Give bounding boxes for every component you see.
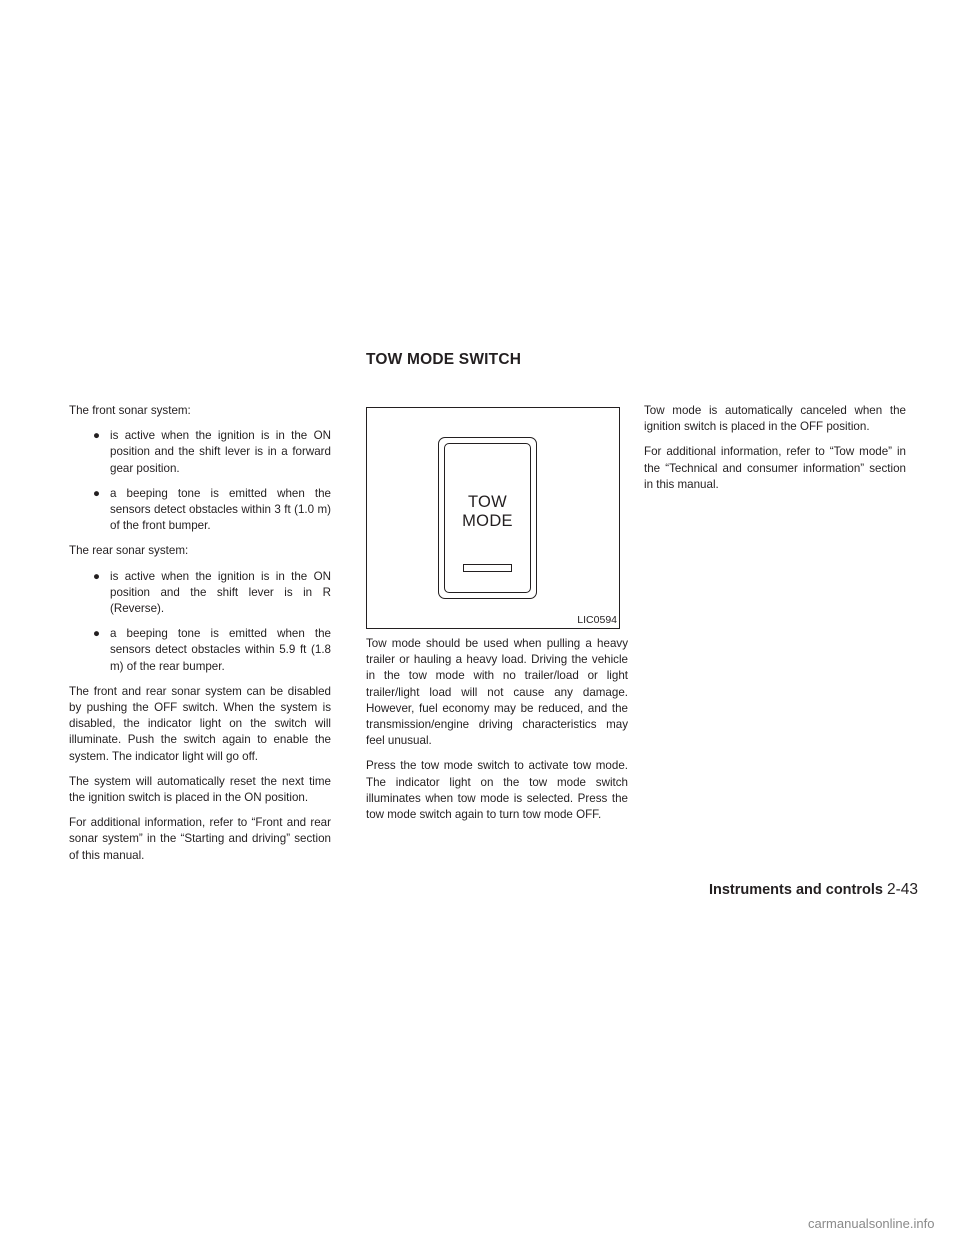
list-item: ● is active when the ignition is in the ON position and the shift lever is in R (Reverse). xyxy=(93,569,331,616)
tow-mode-cancel-paragraph: Tow mode is automatically canceled when the ignition switch is placed in the OFF position. xyxy=(644,404,906,434)
list-item: ● a beeping tone is emitted when the sensors detect obstacles within 5.9 ft (1.8 m) of the rear bumper. xyxy=(93,627,331,673)
rear-sonar-list xyxy=(69,569,331,675)
watermark-link[interactable]: carmanualsonline.info xyxy=(808,1216,935,1231)
indicator-light-icon xyxy=(463,564,512,572)
switch-label-line1: TOW xyxy=(467,493,508,511)
switch-face xyxy=(444,443,531,593)
figure-code: LIC0594 xyxy=(577,614,617,626)
bullet-icon: ● xyxy=(93,429,101,443)
tow-mode-reference-paragraph: For additional information, refer to “Tow mode” in the “Technical and consumer information” section in this manual. xyxy=(644,445,906,491)
rear-sonar-intro: The rear sonar system: xyxy=(69,544,189,558)
column-middle xyxy=(366,636,628,832)
tow-mode-switch-illustration xyxy=(438,437,537,599)
sonar-disable-paragraph: The front and rear sonar system can be disabled by pushing the OFF switch. When the system is disabled, the indicator light on the switch will illuminate. Push the switch again to enable the system. The indicator light will go off. xyxy=(69,684,331,763)
front-sonar-intro: The front sonar system: xyxy=(69,404,191,417)
front-sonar-list xyxy=(69,428,331,534)
bullet-icon: ● xyxy=(93,627,101,641)
tow-mode-activate-paragraph: Press the tow mode switch to activate tow mode. The indicator light on the tow mode switch illuminates when tow mode is selected. Press the tow mode switch again to turn tow mode OFF. xyxy=(366,759,628,822)
switch-label-line2: MODE xyxy=(462,512,513,530)
bullet-icon: ● xyxy=(93,486,101,500)
tow-mode-figure xyxy=(366,407,620,629)
list-item: ● a beeping tone is emitted when the sensors detect obstacles within 3 ft (1.0 m) of the front bumper. xyxy=(93,486,331,533)
sonar-reset-paragraph: The system will automatically reset the next time the ignition switch is placed in the ON position. xyxy=(69,774,331,805)
column-right xyxy=(644,403,906,502)
sonar-reference-paragraph: For additional information, refer to “Front and rear sonar system” in the “Starting and driving” section of this manual. xyxy=(69,816,331,862)
page-number: 2-43 xyxy=(886,881,918,898)
bullet-icon: ● xyxy=(93,569,101,583)
page-footer xyxy=(709,881,918,899)
list-item: ● is active when the ignition is in the ON position and the shift lever is in a forward gear position. xyxy=(93,429,331,475)
column-left xyxy=(69,403,331,873)
section-heading: TOW MODE SWITCH xyxy=(366,351,522,368)
switch-label xyxy=(445,493,530,531)
chapter-title: Instruments and controls xyxy=(708,882,883,898)
tow-mode-usage-paragraph: Tow mode should be used when pulling a heavy trailer or hauling a heavy load. Driving the vehicle in the tow mode with no trailer/load or light trailer/light load will not cause any damage. However, fuel economy may be reduced, and the transmission/engine driving characteristics may feel unusual. xyxy=(366,637,628,748)
